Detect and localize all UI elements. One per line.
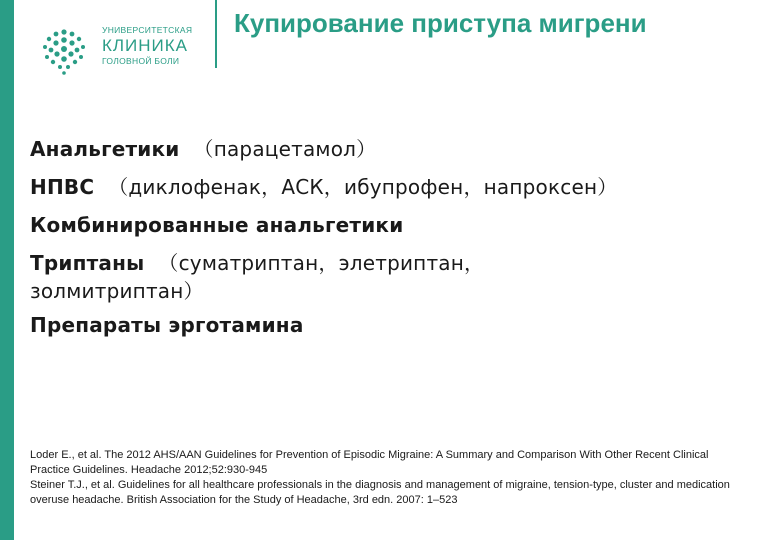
references [30,448,750,508]
brain-logo-icon [38,24,90,76]
list-item [30,130,750,168]
item-name: НПВС [30,175,95,199]
drug-list [30,130,750,344]
item-name: Препараты эрготамина [30,313,304,337]
logo-text [102,26,192,66]
item-details-continued: золмитриптан） [30,279,204,303]
list-item [30,206,750,244]
logo-line-1: УНИВЕРСИТЕТСКАЯ [102,25,193,35]
logo-line-3: ГОЛОВНОЙ БОЛИ [102,55,180,66]
item-details: （суматриптан，элетриптан， [158,251,485,275]
item-details: （парацетамол） [193,137,377,161]
logo-line-2: КЛИНИКА [102,35,189,55]
header-divider [215,0,217,68]
item-name: Анальгетики [30,137,180,161]
left-accent-bar [0,0,14,540]
item-name: Триптаны [30,251,145,275]
slide-title: Купирование приступа мигрени [234,8,647,38]
reference-1: Loder E., et al. The 2012 AHS/AAN Guidelines for Prevention of Episodic Migraine: A Summary and Comparison With Other Recent Clinical Practice Guidelines. Headache 2012;52:930-945 [30,449,709,476]
list-item [30,306,750,344]
reference-2: Steiner T.J., et al. Guidelines for all healthcare professionals in the diagnosis and management of migraine, tension-type, cluster and medication overuse headache. British Association for the Study of Headache, 3rd edn. 2007: 1–523 [30,479,730,506]
item-details: （диклофенак，АСК，ибупрофен，напроксен） [108,175,618,199]
clinic-logo [38,20,218,80]
item-name: Комбинированные анальгетики [30,213,404,237]
list-item [30,168,750,206]
list-item [30,244,750,306]
